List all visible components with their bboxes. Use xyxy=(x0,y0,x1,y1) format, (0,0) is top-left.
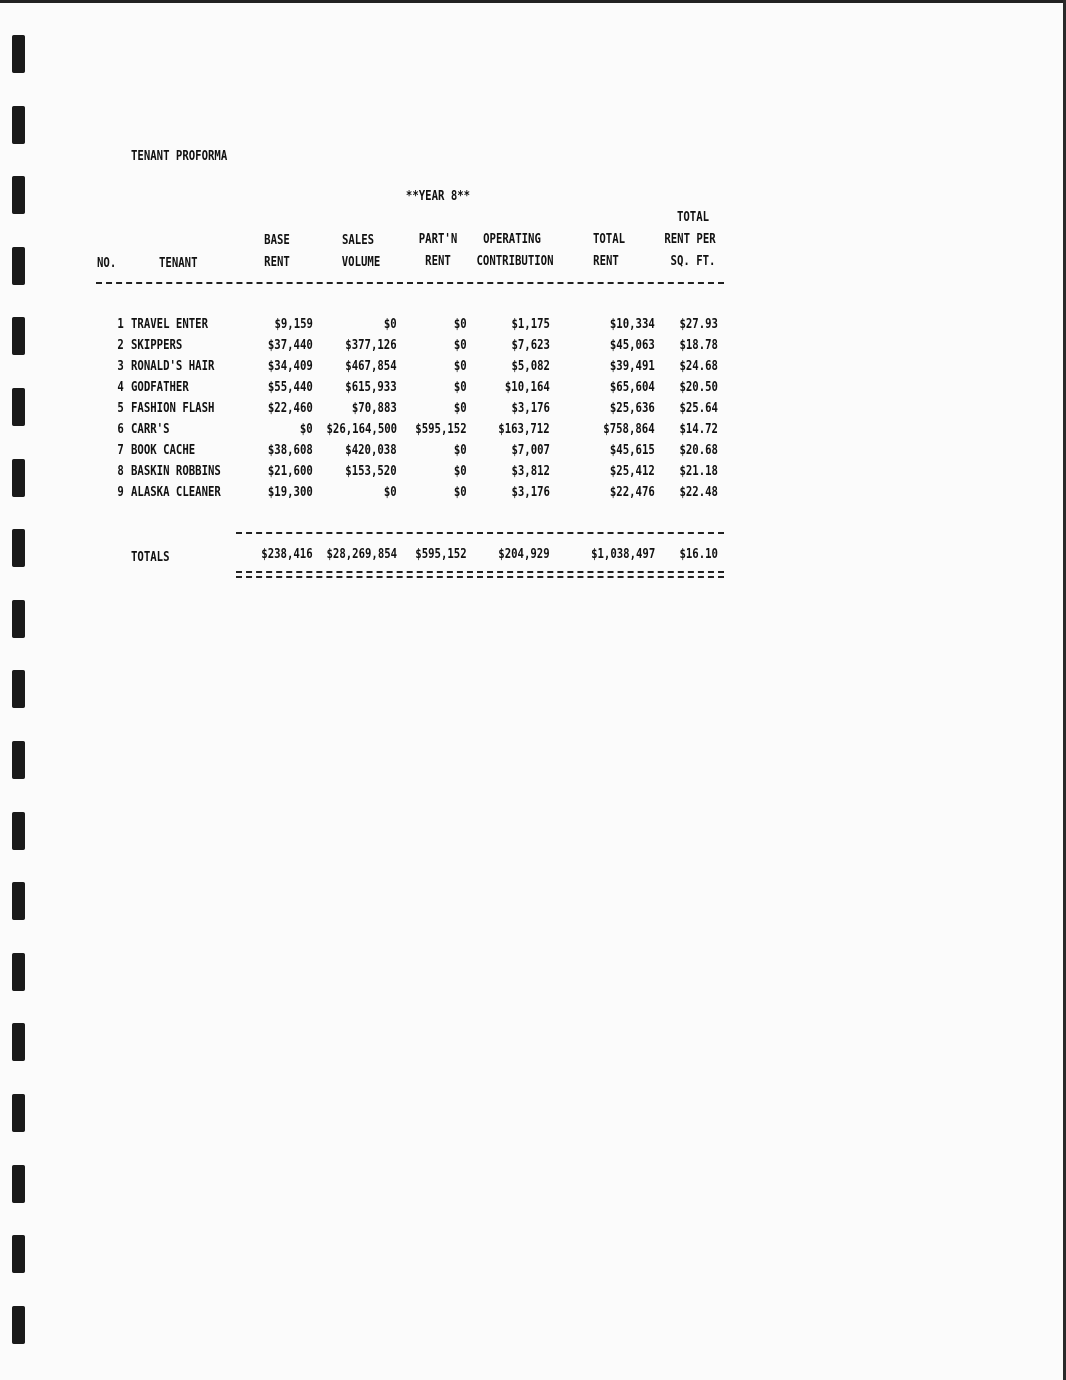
year-label: **YEAR 8** xyxy=(405,189,471,204)
row-per-sqft: $27.93 xyxy=(679,317,718,332)
binding-hole xyxy=(12,812,25,850)
header-per-sqft-line2: RENT PER xyxy=(664,232,716,247)
row-number: 4 xyxy=(117,380,124,395)
row-total-rent: $25,412 xyxy=(610,464,655,479)
binding-hole xyxy=(12,1023,25,1061)
row-tenant: TRAVEL ENTER xyxy=(131,317,209,332)
row-tenant: ALASKA CLEANER xyxy=(131,485,221,500)
header-partn-rent-line1: PART'N xyxy=(418,232,458,247)
header-no: NO. xyxy=(97,256,117,271)
row-partn-rent: $0 xyxy=(454,443,467,458)
row-number: 6 xyxy=(117,422,124,437)
binding-hole xyxy=(12,670,25,708)
row-operating: $3,176 xyxy=(511,485,550,500)
row-tenant: RONALD'S HAIR xyxy=(131,359,215,374)
row-operating: $7,623 xyxy=(511,338,550,353)
header-sales-volume-line2: VOLUME xyxy=(341,255,381,270)
row-total-rent: $25,636 xyxy=(610,401,655,416)
row-partn-rent: $0 xyxy=(454,338,467,353)
row-partn-rent: $0 xyxy=(454,464,467,479)
binding-hole xyxy=(12,600,25,638)
row-per-sqft: $24.68 xyxy=(679,359,718,374)
binding-hole xyxy=(12,35,25,73)
header-per-sqft-line1: TOTAL xyxy=(676,210,710,225)
binding-hole xyxy=(12,459,25,497)
row-sales-volume: $467,854 xyxy=(345,359,397,374)
totals-base-rent: $238,416 xyxy=(261,547,313,562)
row-number: 8 xyxy=(117,464,124,479)
row-per-sqft: $18.78 xyxy=(679,338,718,353)
header-operating-line1: OPERATING xyxy=(483,232,541,247)
row-base-rent: $21,600 xyxy=(268,464,313,479)
row-partn-rent: $595,152 xyxy=(415,422,467,437)
totals-per-sqft: $16.10 xyxy=(679,547,718,562)
row-sales-volume: $70,883 xyxy=(352,401,397,416)
row-operating: $10,164 xyxy=(505,380,550,395)
binding-hole xyxy=(12,106,25,144)
binding-hole xyxy=(12,529,25,567)
header-base-rent-line1: BASE xyxy=(264,233,290,248)
row-number: 2 xyxy=(117,338,124,353)
row-per-sqft: $22.48 xyxy=(679,485,718,500)
totals-double-rule xyxy=(236,571,724,578)
binding-hole xyxy=(12,1094,25,1132)
row-per-sqft: $21.18 xyxy=(679,464,718,479)
row-sales-volume: $420,038 xyxy=(345,443,397,458)
row-base-rent: $34,409 xyxy=(268,359,313,374)
binding-hole xyxy=(12,953,25,991)
document-title: TENANT PROFORMA xyxy=(131,149,228,164)
row-operating: $3,176 xyxy=(511,401,550,416)
totals-total-rent: $1,038,497 xyxy=(590,547,655,562)
row-tenant: BOOK CACHE xyxy=(131,443,196,458)
totals-sales-volume: $28,269,854 xyxy=(326,547,397,562)
binding-hole xyxy=(12,1165,25,1203)
row-partn-rent: $0 xyxy=(454,485,467,500)
header-rule xyxy=(96,282,724,284)
row-tenant: CARR'S xyxy=(131,422,170,437)
row-sales-volume: $26,164,500 xyxy=(326,422,397,437)
row-per-sqft: $20.50 xyxy=(679,380,718,395)
row-per-sqft: $20.68 xyxy=(679,443,718,458)
row-total-rent: $65,604 xyxy=(610,380,655,395)
row-total-rent: $22,476 xyxy=(610,485,655,500)
row-base-rent: $38,608 xyxy=(268,443,313,458)
header-tenant: TENANT xyxy=(159,256,198,271)
row-partn-rent: $0 xyxy=(454,359,467,374)
header-partn-rent-line2: RENT xyxy=(425,254,451,269)
row-operating: $3,812 xyxy=(511,464,550,479)
header-total-rent-line1: TOTAL xyxy=(592,232,626,247)
binding-hole xyxy=(12,247,25,285)
totals-partn-rent: $595,152 xyxy=(415,547,467,562)
row-number: 1 xyxy=(117,317,124,332)
row-sales-volume: $0 xyxy=(384,485,397,500)
header-base-rent-line2: RENT xyxy=(264,255,290,270)
binding-hole xyxy=(12,1235,25,1273)
binding-hole xyxy=(12,1306,25,1344)
row-tenant: GODFATHER xyxy=(131,380,189,395)
header-total-rent-line2: RENT xyxy=(593,254,619,269)
row-base-rent: $37,440 xyxy=(268,338,313,353)
row-number: 9 xyxy=(117,485,124,500)
totals-operating: $204,929 xyxy=(498,547,550,562)
row-number: 3 xyxy=(117,359,124,374)
row-operating: $7,007 xyxy=(511,443,550,458)
row-sales-volume: $153,520 xyxy=(345,464,397,479)
totals-top-rule xyxy=(236,532,724,534)
binding-hole xyxy=(12,882,25,920)
row-total-rent: $45,063 xyxy=(610,338,655,353)
row-base-rent: $9,159 xyxy=(274,317,313,332)
binding-hole xyxy=(12,741,25,779)
row-partn-rent: $0 xyxy=(454,401,467,416)
binding-hole xyxy=(12,388,25,426)
row-per-sqft: $25.64 xyxy=(679,401,718,416)
row-base-rent: $0 xyxy=(300,422,313,437)
row-partn-rent: $0 xyxy=(454,380,467,395)
row-number: 7 xyxy=(117,443,124,458)
totals-label: TOTALS xyxy=(131,550,170,565)
row-sales-volume: $0 xyxy=(384,317,397,332)
row-sales-volume: $377,126 xyxy=(345,338,397,353)
row-total-rent: $39,491 xyxy=(610,359,655,374)
row-sales-volume: $615,933 xyxy=(345,380,397,395)
row-per-sqft: $14.72 xyxy=(679,422,718,437)
header-sales-volume-line1: SALES xyxy=(341,233,375,248)
row-base-rent: $55,440 xyxy=(268,380,313,395)
row-operating: $163,712 xyxy=(498,422,550,437)
header-per-sqft-line3: SQ. FT. xyxy=(670,254,716,269)
page-top-edge xyxy=(0,0,1066,3)
header-operating-line2: CONTRIBUTION xyxy=(476,254,554,269)
binding-hole xyxy=(12,176,25,214)
row-tenant: BASKIN ROBBINS xyxy=(131,464,221,479)
row-total-rent: $10,334 xyxy=(610,317,655,332)
row-partn-rent: $0 xyxy=(454,317,467,332)
row-tenant: FASHION FLASH xyxy=(131,401,215,416)
row-base-rent: $19,300 xyxy=(268,485,313,500)
row-base-rent: $22,460 xyxy=(268,401,313,416)
row-operating: $1,175 xyxy=(511,317,550,332)
binding-hole xyxy=(12,317,25,355)
row-total-rent: $758,864 xyxy=(603,422,655,437)
row-number: 5 xyxy=(117,401,124,416)
row-operating: $5,082 xyxy=(511,359,550,374)
row-total-rent: $45,615 xyxy=(610,443,655,458)
row-tenant: SKIPPERS xyxy=(131,338,183,353)
